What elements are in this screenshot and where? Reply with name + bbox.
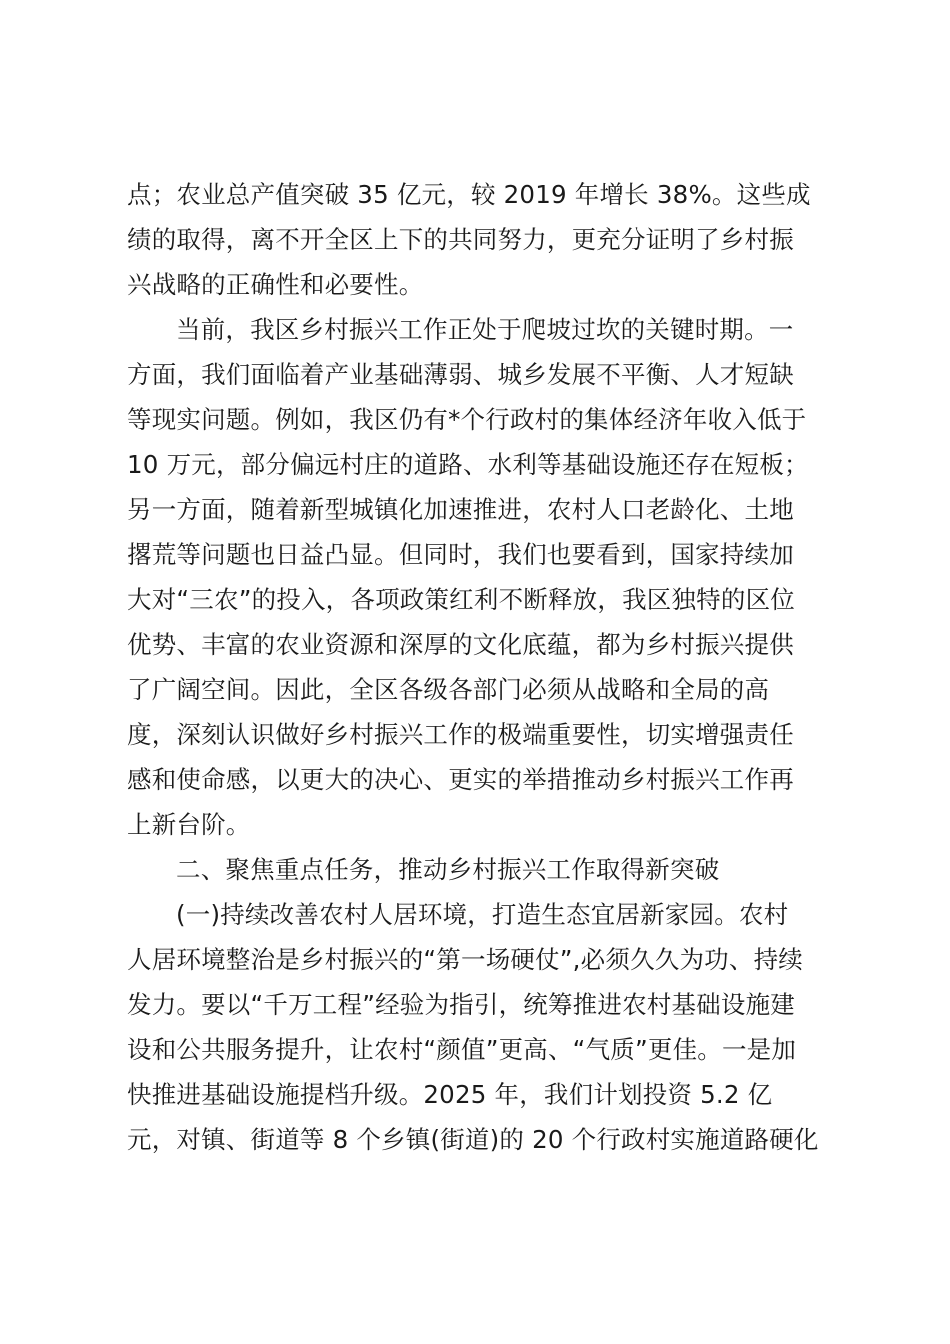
text-line: 元，对镇、街道等 8 个乡镇(街道)的 20 个行政村实施道路硬化 (127, 1125, 819, 1154)
paragraph-first-line: 当前，我区乡村振兴工作正处于爬坡过坎的关键时期。一 (176, 315, 794, 344)
section-heading: 二、聚焦重点任务，推动乡村振兴工作取得新突破 (176, 855, 720, 884)
text-line: 方面，我们面临着产业基础薄弱、城乡发展不平衡、人才短缺 (127, 360, 794, 389)
text-line: 优势、丰富的农业资源和深厚的文化底蕴，都为乡村振兴提供 (127, 630, 794, 659)
text-line: 另一方面，随着新型城镇化加速推进，农村人口老龄化、土地 (127, 495, 794, 524)
text-line: 感和使命感，以更大的决心、更实的举措推动乡村振兴工作再 (127, 765, 794, 794)
text-line: 人居环境整治是乡村振兴的“第一场硬仗”,必须久久为功、持续 (127, 945, 803, 974)
text-line: 兴战略的正确性和必要性。 (127, 270, 424, 299)
text-line: 发力。要以“千万工程”经验为指引，统筹推进农村基础设施建 (127, 990, 795, 1019)
text-line: 等现实问题。例如，我区仍有*个行政村的集体经济年收入低于 (127, 405, 807, 434)
text-line: 绩的取得，离不开全区上下的共同努力，更充分证明了乡村振 (127, 225, 794, 254)
text-line: 10 万元，部分偏远村庄的道路、水利等基础设施还存在短板； (127, 450, 809, 479)
text-line: 撂荒等问题也日益凸显。但同时，我们也要看到，国家持续加 (127, 540, 794, 569)
text-line: 上新台阶。 (127, 810, 251, 839)
text-line: 点；农业总产值突破 35 亿元，较 2019 年增长 38%。这些成 (127, 180, 811, 209)
text-line: 快推进基础设施提档升级。2025 年，我们计划投资 5.2 亿 (127, 1080, 773, 1109)
text-line: 了广阔空间。因此，全区各级各部门必须从战略和全局的高 (127, 675, 770, 704)
text-line: 大对“三农”的投入，各项政策红利不断释放，我区独特的区位 (127, 585, 795, 614)
subsection-heading: (一)持续改善农村人居环境，打造生态宜居新家园。农村 (176, 900, 789, 929)
text-line: 设和公共服务提升，让农村“颜值”更高、“气质”更佳。一是加 (127, 1035, 797, 1064)
text-line: 度，深刻认识做好乡村振兴工作的极端重要性，切实增强责任 (127, 720, 794, 749)
